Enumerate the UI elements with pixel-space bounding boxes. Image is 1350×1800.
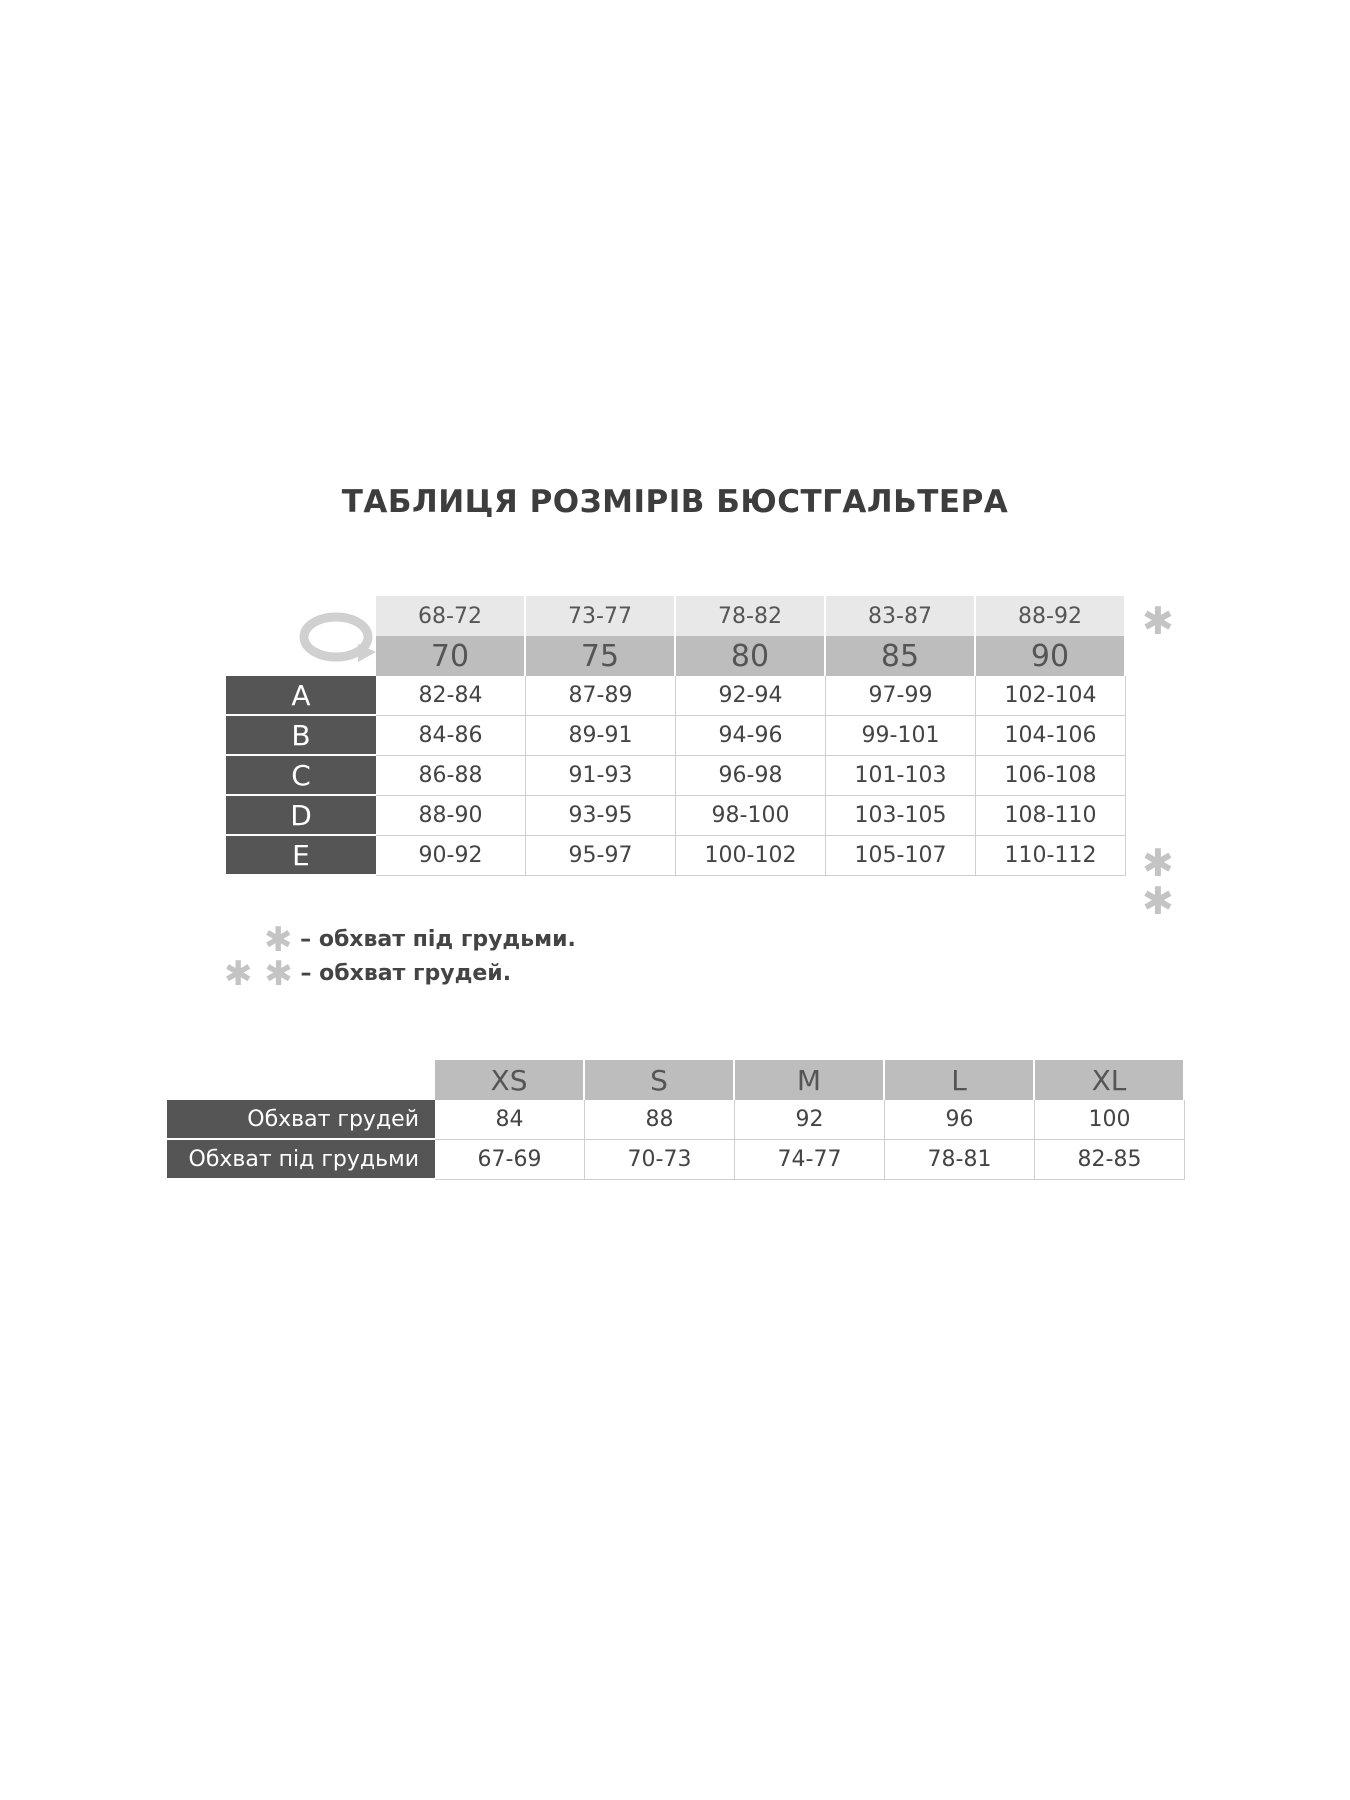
- bust-value-cell: 108-110: [976, 796, 1126, 836]
- legend-text: – обхват під грудьми.: [300, 927, 576, 952]
- bust-value-cell: 96-98: [676, 756, 826, 796]
- bust-value-cell: 94-96: [676, 716, 826, 756]
- bust-value-cell: 91-93: [526, 756, 676, 796]
- bust-value-cell: 105-107: [826, 836, 976, 876]
- bust-value-cell: 90-92: [376, 836, 526, 876]
- measurement-cell: 96: [885, 1100, 1035, 1140]
- measurement-cell: 92: [735, 1100, 885, 1140]
- bust-value-cell: 102-104: [976, 676, 1126, 716]
- underbust-range-cell: 68-72: [376, 596, 526, 636]
- circular-arrow-icon: [298, 606, 378, 668]
- measurement-cell: 82-85: [1035, 1140, 1185, 1180]
- bust-value-cell: 95-97: [526, 836, 676, 876]
- underbust-range-cell: 73-77: [526, 596, 676, 636]
- underbust-range-cell: 83-87: [826, 596, 976, 636]
- underbust-range-cell: 88-92: [976, 596, 1126, 636]
- clothing-size-table: [167, 1060, 1187, 1182]
- cup-label-c: C: [226, 756, 376, 796]
- bust-value-cell: 86-88: [376, 756, 526, 796]
- measurement-cell: 67-69: [435, 1140, 585, 1180]
- bust-value-cell: 99-101: [826, 716, 976, 756]
- asterisk-icon: ✱ ✱: [224, 954, 293, 994]
- bust-value-cell: 100-102: [676, 836, 826, 876]
- measurement-cell: 70-73: [585, 1140, 735, 1180]
- asterisk-icon: ✱: [264, 920, 293, 960]
- band-size-cell: 70: [376, 636, 526, 676]
- bust-value-cell: 82-84: [376, 676, 526, 716]
- cup-label-e: E: [226, 836, 376, 876]
- measurement-cell: 88: [585, 1100, 735, 1140]
- bust-value-cell: 98-100: [676, 796, 826, 836]
- bra-size-table: [226, 596, 1174, 923]
- bust-value-cell: 104-106: [976, 716, 1126, 756]
- size-header-cell: M: [735, 1060, 885, 1100]
- bust-value-cell: 92-94: [676, 676, 826, 716]
- bust-value-cell: 93-95: [526, 796, 676, 836]
- bust-value-cell: 88-90: [376, 796, 526, 836]
- asterisk-icon-bust: ✱ ✱: [1142, 841, 1174, 923]
- cup-label-a: A: [226, 676, 376, 716]
- band-size-cell: 90: [976, 636, 1126, 676]
- size-header-cell: XS: [435, 1060, 585, 1100]
- bust-value-cell: 101-103: [826, 756, 976, 796]
- row-label-cell: Обхват під грудьми: [167, 1140, 435, 1180]
- cup-label-b: B: [226, 716, 376, 756]
- measurement-cell: 84: [435, 1100, 585, 1140]
- bust-value-cell: 97-99: [826, 676, 976, 716]
- bust-value-cell: 84-86: [376, 716, 526, 756]
- row-label-cell: Обхват грудей: [167, 1100, 435, 1140]
- legend-text: – обхват грудей.: [300, 961, 512, 986]
- size-header-cell: L: [885, 1060, 1035, 1100]
- measurement-cell: 78-81: [885, 1140, 1035, 1180]
- bust-value-cell: 110-112: [976, 836, 1126, 876]
- size-header-cell: S: [585, 1060, 735, 1100]
- bust-value-cell: 87-89: [526, 676, 676, 716]
- page-title: ТАБЛИЦЯ РОЗМІРІВ БЮСТГАЛЬТЕРА: [341, 484, 1009, 520]
- bust-value-cell: 106-108: [976, 756, 1126, 796]
- band-size-cell: 85: [826, 636, 976, 676]
- asterisk-icon-underbust: ✱: [1142, 599, 1174, 643]
- band-size-cell: 75: [526, 636, 676, 676]
- bust-value-cell: 103-105: [826, 796, 976, 836]
- band-size-cell: 80: [676, 636, 826, 676]
- underbust-range-cell: 78-82: [676, 596, 826, 636]
- cup-label-d: D: [226, 796, 376, 836]
- measurement-cell: 100: [1035, 1100, 1185, 1140]
- bust-value-cell: 89-91: [526, 716, 676, 756]
- size-header-cell: XL: [1035, 1060, 1185, 1100]
- legend-bust: [224, 954, 511, 994]
- measurement-cell: 74-77: [735, 1140, 885, 1180]
